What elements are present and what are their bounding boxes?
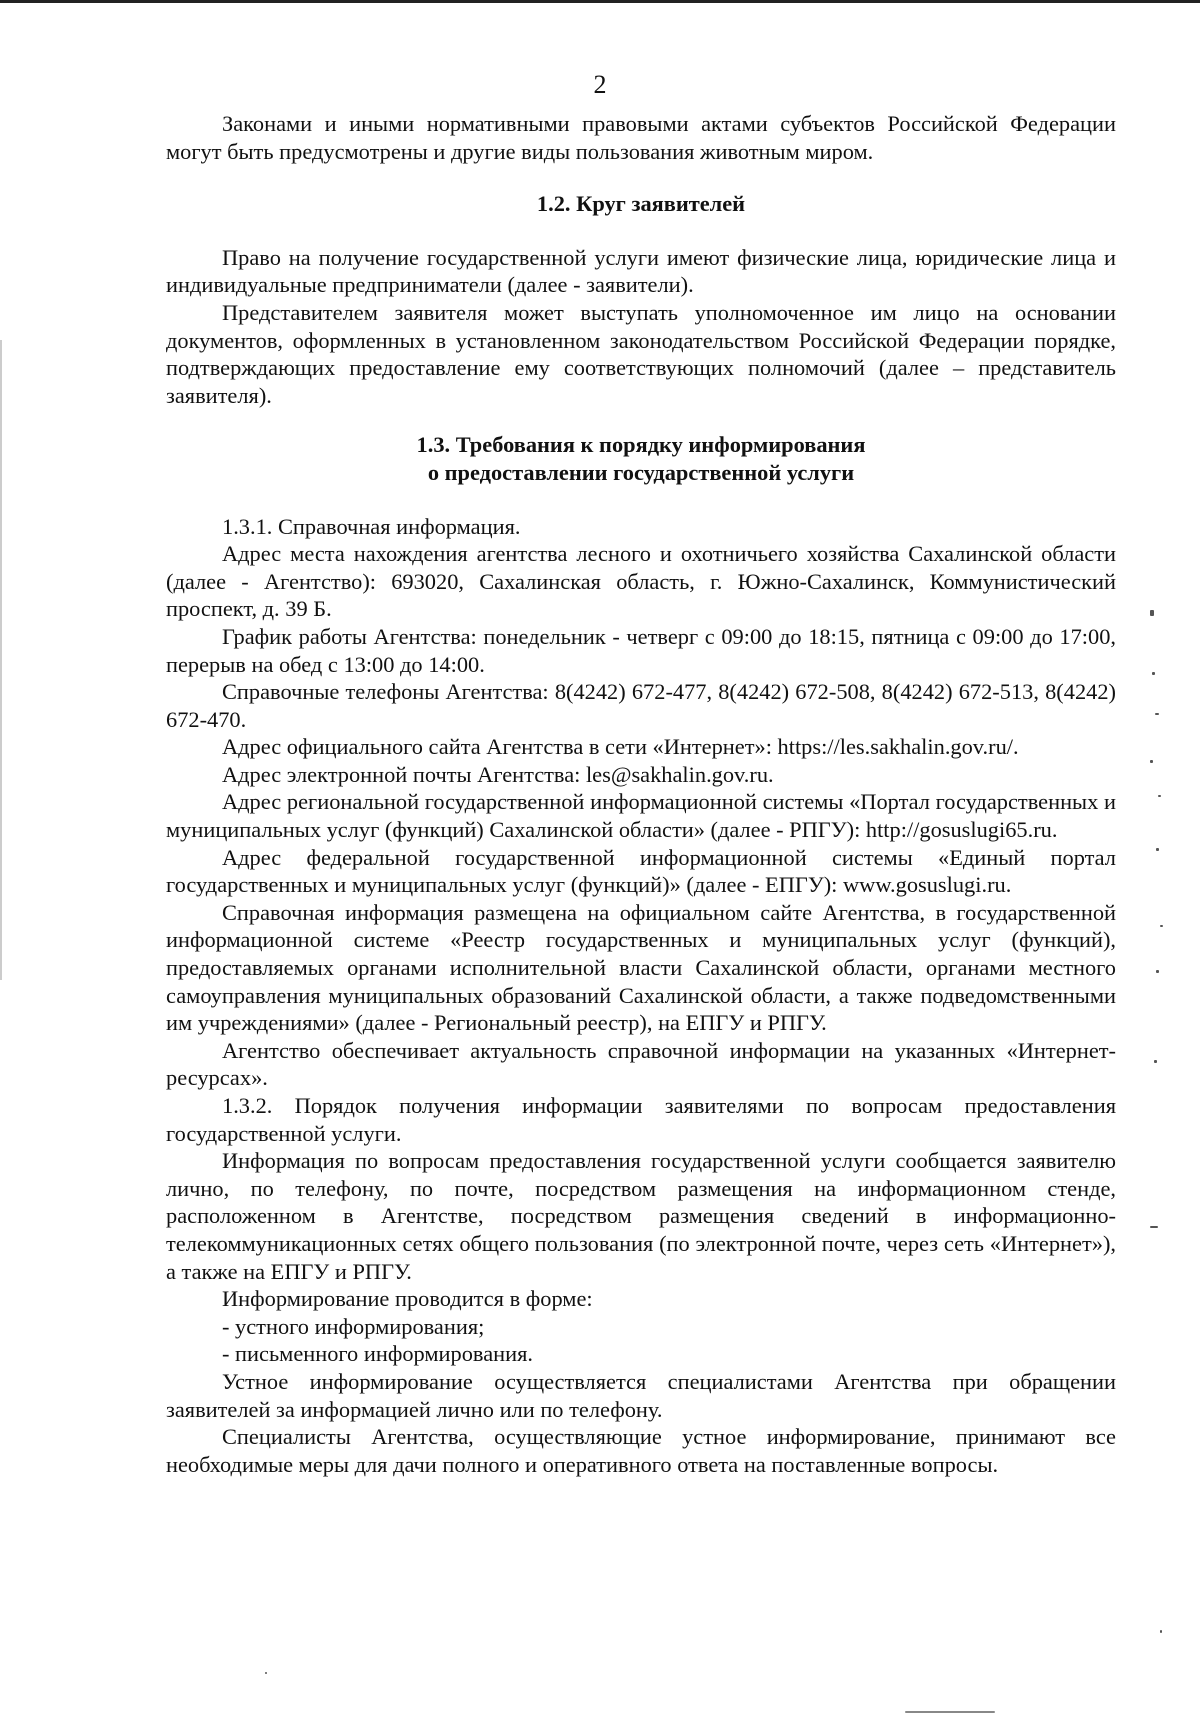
relevance-paragraph: Агентство обеспечивает актуальность справочной информации на указанных «Интернет-ресурсах». — [166, 1037, 1116, 1091]
work-schedule-paragraph: График работы Агентства: понедельник - четверг с 09:00 до 18:15, пятница с 09:00 до 17:00, перерыв на обед с 13:00 до 14:00. — [166, 623, 1116, 677]
scan-speck — [1150, 760, 1153, 763]
reference-info-paragraph: Справочная информация размещена на официальном сайте Агентства, в государственной информационной системе «Реестр государственных и муниципальных услуг (функций), предоставляемых органами исполнительной власти Сахалинской области, органами местного самоуправления муниципальных образований Сахалинской области, а также подведомственными им учреждениями» (далее - Региональный реестр), на ЕПГУ и РПГУ. — [166, 899, 1116, 1036]
scan-left-edge — [0, 340, 2, 980]
section-1-2-heading: 1.2. Круг заявителей — [536, 191, 746, 217]
list-item: - письменного информирования. — [222, 1341, 533, 1367]
section-1-3-heading — [166, 431, 1116, 486]
scan-speck — [1156, 848, 1159, 851]
scan-speck — [1150, 610, 1154, 616]
section-1-3-heading-line: 1.3. Требования к порядку информирования — [416, 432, 866, 458]
scan-speck — [1150, 1226, 1158, 1228]
agency-address-paragraph: Адрес места нахождения агентства лесного и охотничьего хозяйства Сахалинской области (далее - Агентство): 693020, Сахалинская область, г. Южно-Сахалинск, Коммунистический проспект, д. 39 Б. — [166, 541, 1116, 622]
scan-speck — [1160, 925, 1163, 927]
list-item: - устного информирования; — [222, 1313, 485, 1339]
scan-speck — [1155, 713, 1159, 715]
subsection-1-3-1-title: 1.3.1. Справочная информация. — [222, 513, 521, 539]
info-forms-paragraph: Информирование проводится в форме: — [222, 1286, 593, 1312]
info-channels-paragraph: Информация по вопросам предоставления государственной услуги сообщается заявителю лично, по телефону, по почте, посредством размещения на информационном стенде, расположенном в Агентстве, посредством размещения сведений в информационно-телекоммуникационных сетях общего пользования (по электронной почте, через сеть «Интернет»), а также на ЕПГУ и РПГУ. — [166, 1148, 1116, 1284]
scan-speck — [1154, 1060, 1157, 1063]
intro-paragraph: Законами и иными нормативными правовыми актами субъектов Российской Федерации могут быть предусмотрены и другие виды пользования животным миром. — [166, 111, 1116, 164]
scan-speck — [265, 1672, 267, 1674]
document-body — [166, 110, 1116, 1478]
section-1-2-paragraph: Право на получение государственной услуги имеют физические лица, юридические лица и индивидуальные предприниматели (далее - заявители). — [166, 244, 1116, 298]
rpgu-paragraph: Адрес региональной государственной информационной системы «Портал государственных и муниципальных услуг (функций) Сахалинской области» (далее - РПГУ): http://gosuslugi65.ru. — [166, 789, 1116, 843]
subsection-1-3-2-title: 1.3.2. Порядок получения информации заявителями по вопросам предоставления государственной услуги. — [166, 1093, 1116, 1146]
scan-speck — [1156, 970, 1159, 973]
oral-info-paragraph: Устное информирование осуществляется специалистами Агентства при обращении заявителей за информацией лично или по телефону. — [166, 1368, 1116, 1422]
phones-paragraph: Справочные телефоны Агентства: 8(4242) 672-477, 8(4242) 672-508, 8(4242) 672-513, 8(4242) 672-470. — [166, 679, 1116, 732]
section-1-2-paragraph: Представителем заявителя может выступать уполномоченное им лицо на основании документов, оформленных в установленном законодательством Российской Федерации порядке, подтверждающих предоставление ему соответствующих полномочий (далее – представитель заявителя). — [166, 299, 1116, 408]
website-paragraph: Адрес официального сайта Агентства в сети «Интернет»: https://les.sakhalin.gov.ru/. — [222, 734, 1019, 760]
email-paragraph: Адрес электронной почты Агентства: les@sakhalin.gov.ru. — [222, 761, 774, 787]
epgu-paragraph: Адрес федеральной государственной информационной системы «Единый портал государственных и муниципальных услуг (функций)» (далее - ЕПГУ): www.gosuslugi.ru. — [166, 844, 1116, 898]
scan-speck — [1158, 795, 1161, 797]
scan-speck — [1160, 1630, 1162, 1633]
scan-top-rule — [0, 0, 1200, 3]
section-1-3-heading-line: о предоставлении государственной услуги — [427, 459, 855, 485]
page-number: 2 — [593, 70, 607, 99]
scan-speck — [1152, 672, 1155, 675]
specialists-paragraph: Специалисты Агентства, осуществляющие устное информирование, принимают все необходимые меры для дачи полного и оперативного ответа на поставленные вопросы. — [166, 1424, 1116, 1477]
scan-speck — [905, 1711, 995, 1713]
